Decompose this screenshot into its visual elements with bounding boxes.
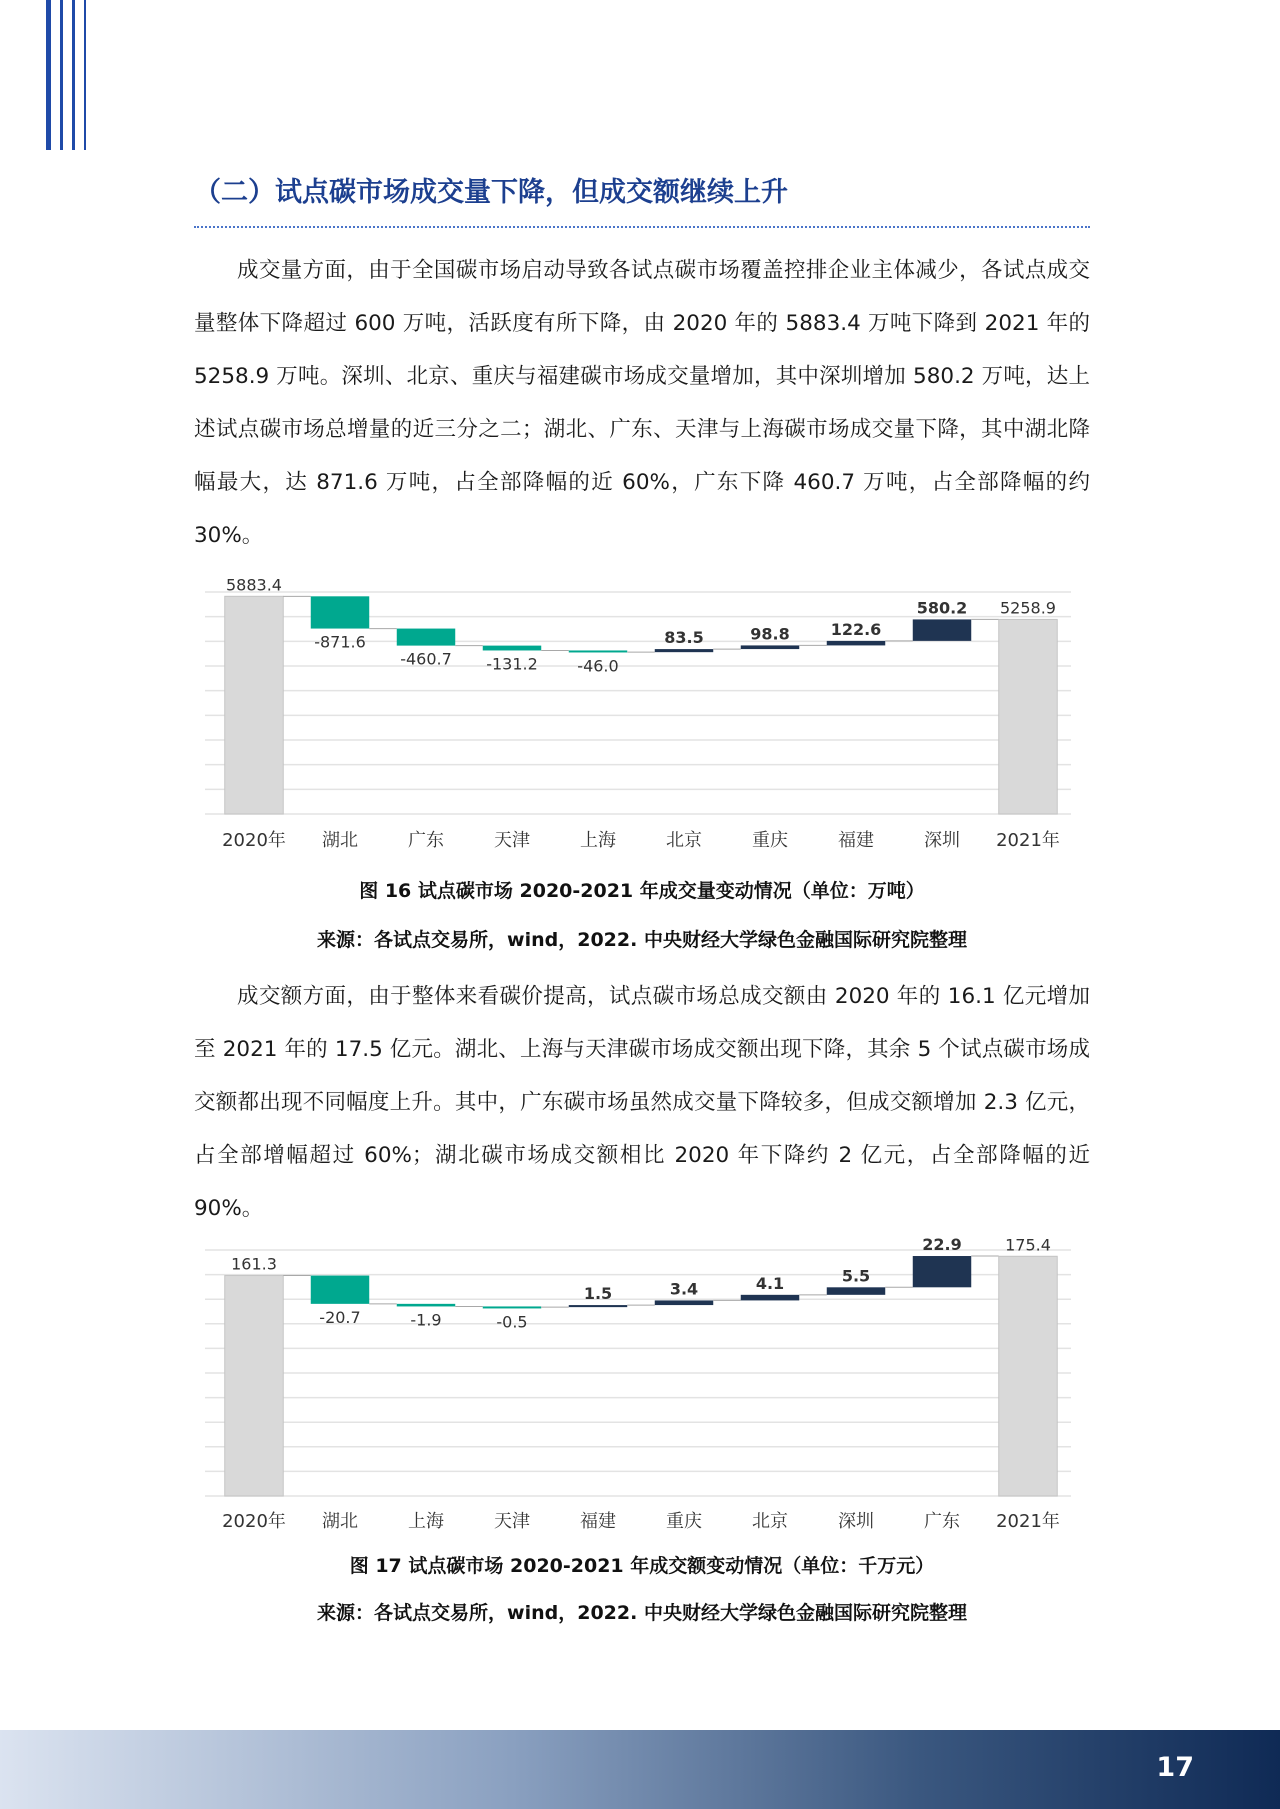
data-label: 175.4 <box>1005 1235 1051 1255</box>
waterfall-bar <box>999 619 1057 814</box>
paragraph-volume: 成交量方面，由于全国碳市场启动导致各试点碳市场覆盖控排企业主体减少，各试点成交量整体下降超过 600 万吨，活跃度有所下降，由 2020 年的 5883.4 万吨下降到 2021 年的 5258.9 万吨。深圳、北京、重庆与福建碳市场成交量增加，其中深圳增加 580.2 万吨，达上述试点碳市场总增量的近三分之二；湖北、广东、天津与上海碳市场成交量下降，其中湖北降幅最大，达 871.6 万吨，占全部降幅的近 60%，广东下降 460.7 万吨，占全部降幅的约 30%。 <box>194 258 1090 548</box>
category-label: 福建 <box>580 1511 616 1532</box>
category-label: 深圳 <box>838 1511 874 1532</box>
category-label: 2020年 <box>222 1511 286 1532</box>
category-label: 2020年 <box>222 830 286 851</box>
figure-16-source: 来源：各试点交易所，wind，2022. 中央财经大学绿色金融国际研究院整理 <box>317 929 967 951</box>
category-label: 北京 <box>666 830 702 851</box>
waterfall-bar <box>827 1287 885 1295</box>
header-stripe <box>60 0 63 150</box>
data-label: 5.5 <box>841 1266 871 1286</box>
waterfall-bar <box>225 596 283 814</box>
data-label: 161.3 <box>231 1254 277 1274</box>
category-label: 北京 <box>752 1511 788 1532</box>
footer-bar <box>0 1730 1280 1809</box>
page-number: 17 <box>1156 1752 1194 1783</box>
waterfall-bar <box>655 1300 713 1305</box>
category-label: 2021年 <box>996 1511 1060 1532</box>
figure-16-caption: 图 16 试点碳市场 2020-2021 年成交量变动情况（单位：万吨） <box>359 880 925 902</box>
data-label: -131.2 <box>486 654 538 674</box>
category-label: 天津 <box>494 1511 530 1532</box>
figure-17-source: 来源：各试点交易所，wind，2022. 中央财经大学绿色金融国际研究院整理 <box>317 1602 967 1624</box>
category-label: 2021年 <box>996 830 1060 851</box>
data-label: -46.0 <box>577 656 619 676</box>
category-label: 重庆 <box>752 830 788 851</box>
waterfall-bar <box>913 1256 971 1287</box>
waterfall-bar <box>397 629 455 646</box>
title-divider <box>194 226 1090 228</box>
category-label: 广东 <box>924 1511 960 1532</box>
data-label: -20.7 <box>319 1307 361 1327</box>
category-label: 上海 <box>408 1511 444 1532</box>
data-label: 22.9 <box>922 1235 962 1255</box>
waterfall-bar <box>225 1276 283 1496</box>
data-label: 3.4 <box>669 1279 699 1299</box>
data-label: 5883.4 <box>226 575 282 595</box>
waterfall-bar <box>741 1295 799 1301</box>
waterfall-bar <box>741 645 799 649</box>
waterfall-bar <box>999 1256 1057 1496</box>
data-label: 1.5 <box>583 1284 613 1304</box>
data-label: -1.9 <box>410 1310 442 1330</box>
waterfall-bar <box>311 596 369 628</box>
header-stripe <box>46 0 51 150</box>
waterfall-bar <box>655 649 713 652</box>
category-label: 湖北 <box>322 830 358 851</box>
data-label: 98.8 <box>750 624 790 644</box>
waterfall-bar <box>913 619 971 640</box>
waterfall-bar <box>569 1305 627 1307</box>
waterfall-bar <box>483 646 541 651</box>
category-label: 深圳 <box>924 830 960 851</box>
category-label: 湖北 <box>322 1511 358 1532</box>
category-label: 重庆 <box>666 1511 702 1532</box>
paragraph-value: 成交额方面，由于整体来看碳价提高，试点碳市场总成交额由 2020 年的 16.1 亿元增加至 2021 年的 17.5 亿元。湖北、上海与天津碳市场成交额出现下降，其余 5 个试点碳市场成交额都出现不同幅度上升。其中，广东碳市场虽然成交量下降较多，但成交额增加 2.3 亿元，占全部增幅超过 60%；湖北碳市场成交额相比 2020 年下降约 2 亿元，占全部降幅的近 90%。 <box>194 984 1090 1221</box>
data-label: 5258.9 <box>1000 598 1056 618</box>
header-stripe <box>72 0 75 150</box>
category-label: 广东 <box>408 830 444 851</box>
category-label: 天津 <box>494 830 530 851</box>
waterfall-bar <box>569 650 627 652</box>
data-label: -0.5 <box>496 1312 528 1332</box>
waterfall-bar <box>311 1276 369 1304</box>
header-decoration <box>46 0 94 150</box>
data-label: -460.7 <box>400 649 452 669</box>
data-label: 580.2 <box>916 598 968 618</box>
waterfall-bar <box>397 1304 455 1307</box>
data-label: 83.5 <box>664 628 704 648</box>
data-label: 122.6 <box>830 619 882 639</box>
header-stripe <box>84 0 86 150</box>
waterfall-bar <box>483 1306 541 1308</box>
data-label: 4.1 <box>755 1273 785 1293</box>
category-label: 福建 <box>838 830 874 851</box>
figure-17-caption: 图 17 试点碳市场 2020-2021 年成交额变动情况（单位：千万元） <box>349 1555 935 1577</box>
data-label: -871.6 <box>314 632 366 652</box>
section-title: （二）试点碳市场成交量下降，但成交额继续上升 <box>194 177 788 208</box>
waterfall-bar <box>827 641 885 646</box>
category-label: 上海 <box>580 830 616 851</box>
